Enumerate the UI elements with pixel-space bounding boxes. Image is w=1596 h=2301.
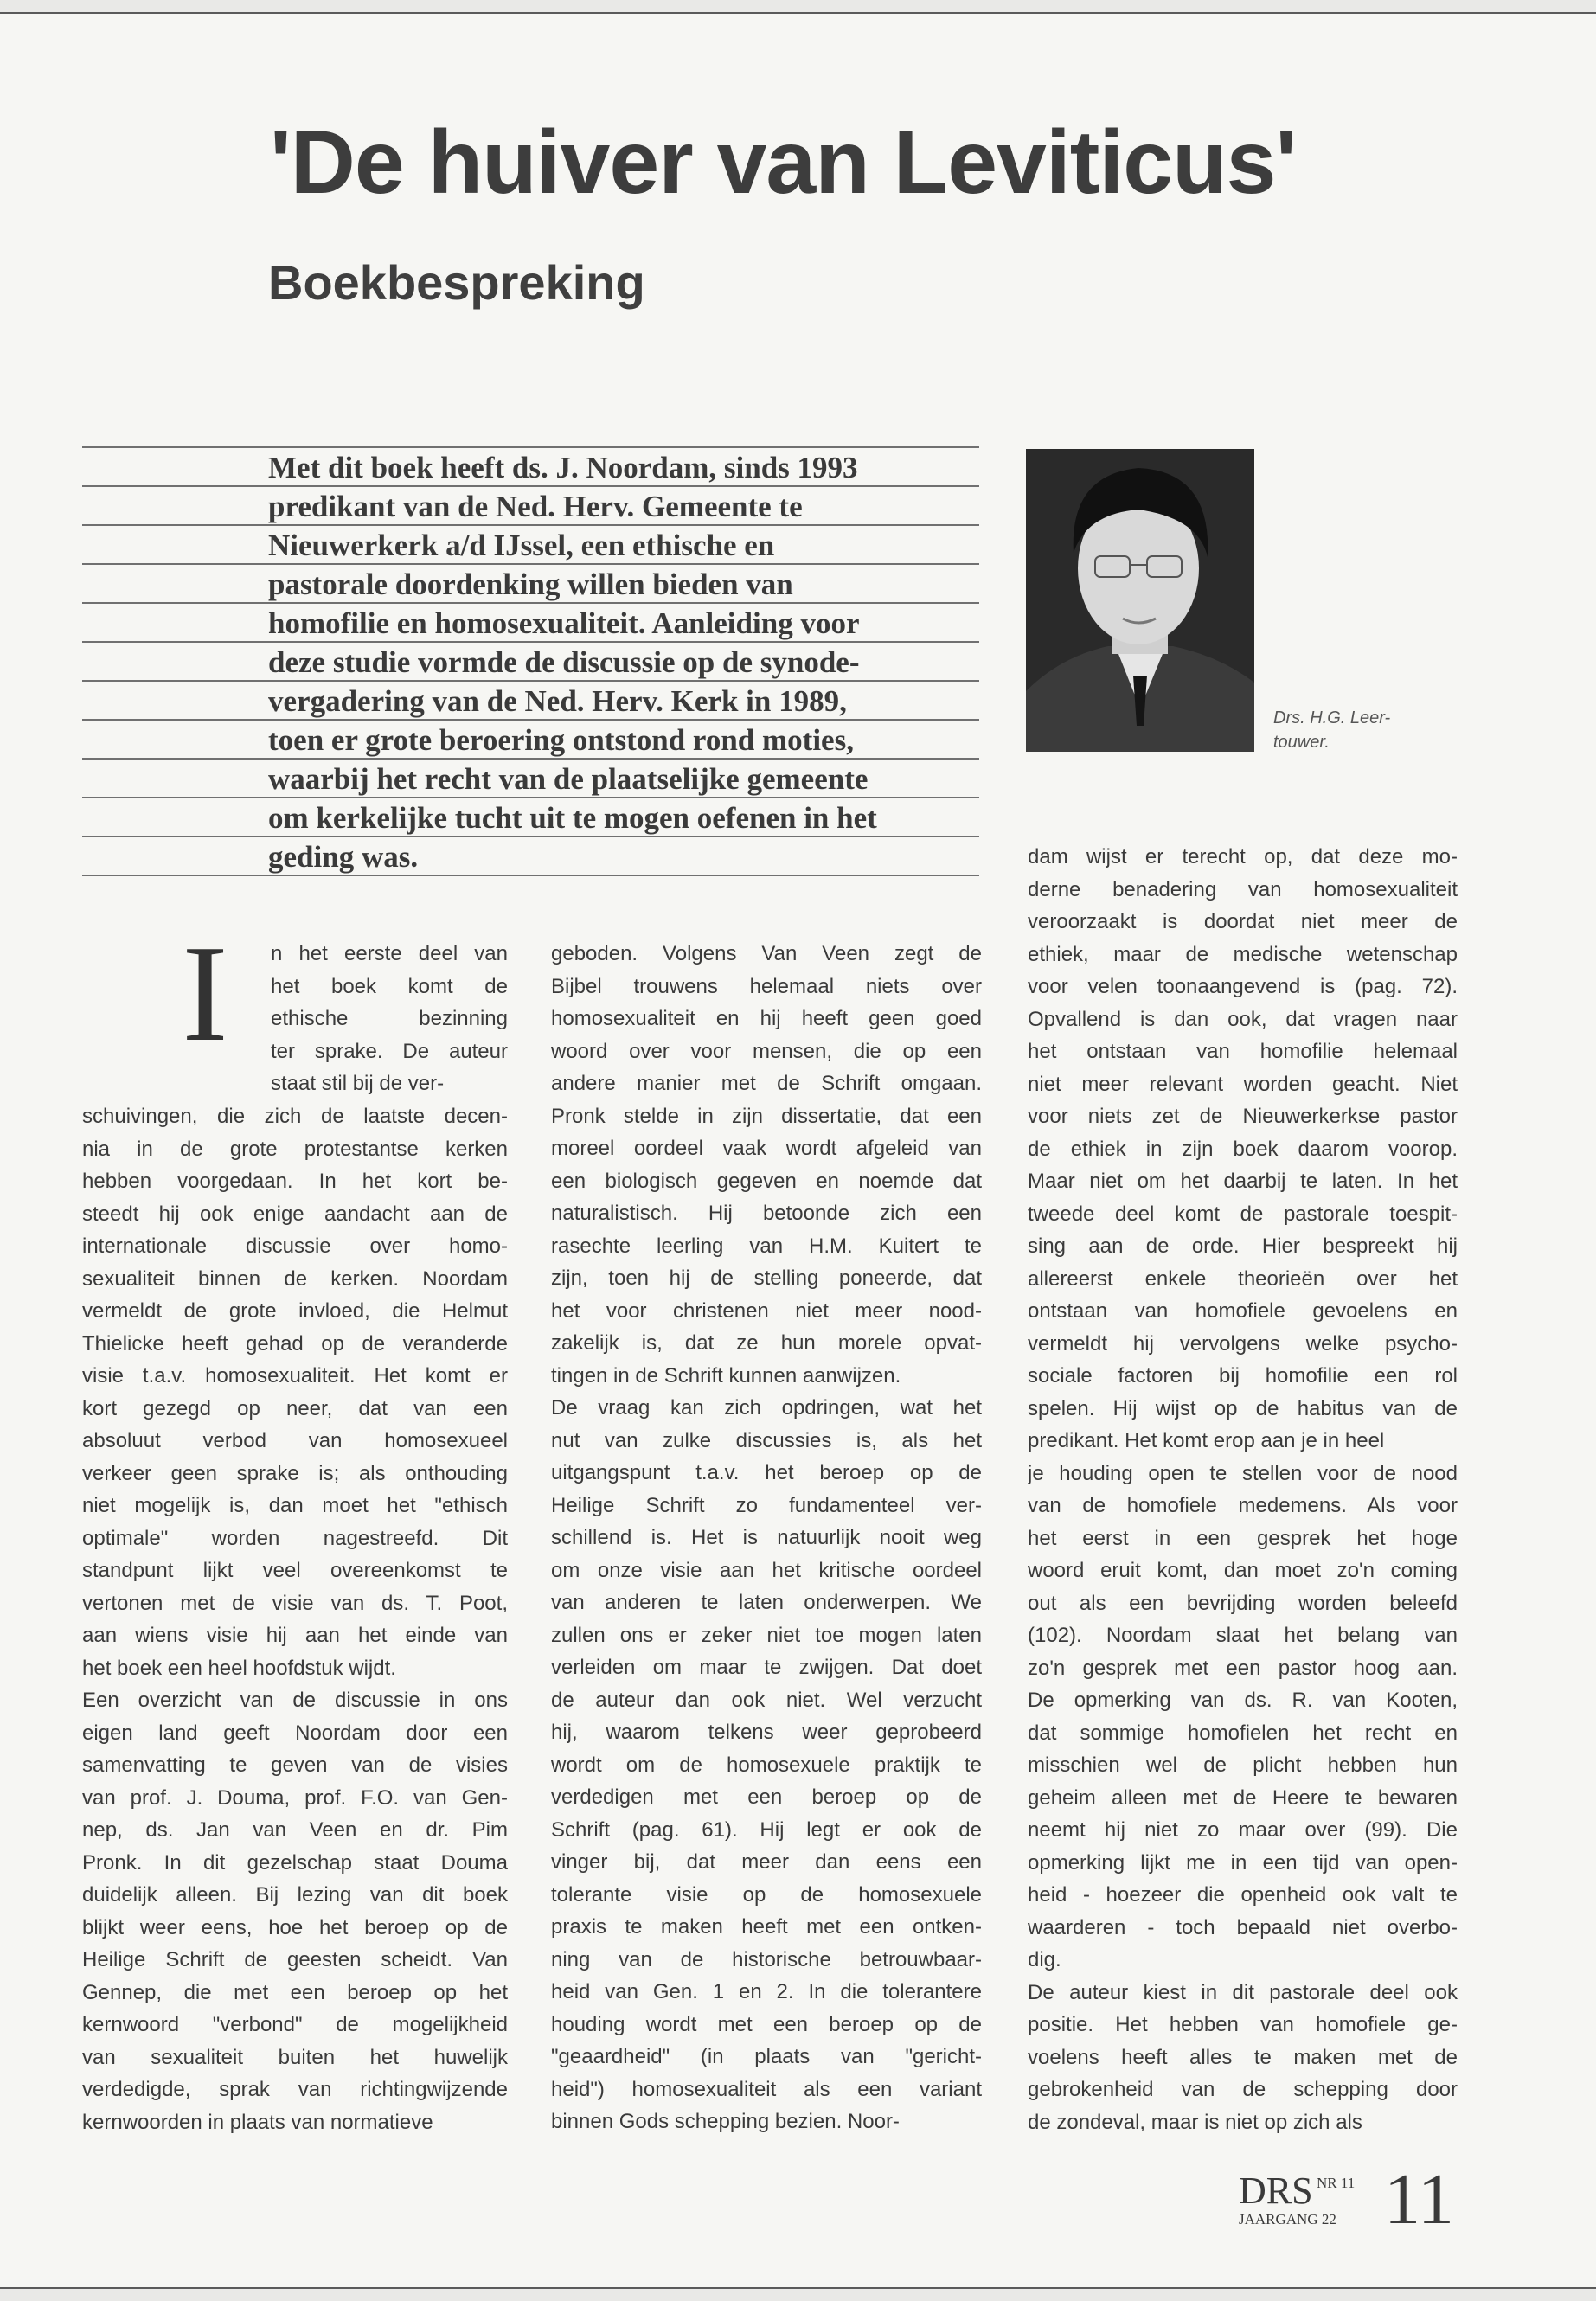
author-photo <box>1026 449 1254 752</box>
column-1-top <box>271 938 508 1100</box>
text-line: zo'n gesprek met een pastor hoog aan. <box>1028 1656 1458 1680</box>
intro-line: homofilie en homosexualiteit. Aanleiding voor <box>82 604 979 643</box>
magazine-page <box>0 12 1596 2289</box>
text-line: rasechte leerling van H.M. Kuitert te <box>551 1234 982 1258</box>
drop-cap: I <box>182 916 228 1070</box>
text-line: de auteur dan ook niet. Wel verzucht <box>551 1688 982 1712</box>
text-line: Bijbel trouwens helemaal niets over <box>551 974 982 998</box>
text-line: nut van zulke discussies is, als het <box>551 1428 982 1452</box>
volume-label: JAARGANG 22 <box>1239 2211 1336 2227</box>
text-line: Een overzicht van de discussie in ons <box>82 1689 508 1712</box>
text-line: opmerking lijkt me in een tijd van open- <box>1028 1850 1458 1875</box>
text-line: schuivingen, die zich de laatste decen- <box>82 1105 508 1128</box>
text-line: tingen in de Schrift kunnen aanwijzen. <box>551 1363 901 1388</box>
text-line: zakelijk is, dat ze hun morele opvat- <box>551 1331 982 1355</box>
text-line: veroorzaakt is doordat niet meer de <box>1028 910 1458 933</box>
text-line: het ontstaan van homofilie helemaal <box>1028 1040 1458 1063</box>
text-line: houding wordt met een beroep op de <box>551 2012 982 2036</box>
text-line: verkeer geen sprake is; als onthouding <box>82 1461 508 1485</box>
text-line: Heilige Schrift zo fundamenteel ver- <box>551 1493 982 1517</box>
text-line: spelen. Hij wijst op de habitus van de <box>1028 1396 1458 1420</box>
text-line: een biologisch gegeven en noemde dat <box>551 1169 982 1193</box>
column-2 <box>551 938 982 2138</box>
text-line: dig. <box>1028 1948 1061 1971</box>
text-line: gebrokenheid van de schepping door <box>1028 2078 1458 2101</box>
caption-line: touwer. <box>1273 733 1330 752</box>
text-line: woord over voor mensen, die op een <box>551 1039 982 1063</box>
text-line: zullen ons er zeker niet toe mogen laten <box>551 1623 982 1647</box>
text-line: andere manier met de Schrift omgaan. <box>551 1072 982 1095</box>
text-line: de ethiek in zijn boek daarom voorop. <box>1028 1137 1458 1161</box>
text-line: tolerante visie op de homosexuele <box>551 1882 982 1907</box>
text-line: niet meer relevant worden geacht. Niet <box>1028 1072 1458 1096</box>
text-line: je houding open te stellen voor de nood <box>1028 1461 1458 1485</box>
text-line: Opvallend is dan ook, dat vragen naar <box>1028 1007 1458 1031</box>
text-line: niet mogelijk is, dan moet het "ethisch <box>82 1494 508 1517</box>
text-line: kort gezegd op neer, dat van een <box>82 1396 508 1420</box>
text-line: om onze visie aan het kritische oordeel <box>551 1558 982 1582</box>
intro-paragraph <box>82 446 979 876</box>
column-1 <box>82 1100 508 2138</box>
text-line: ontstaan van homofiele gevoelens en <box>1028 1299 1458 1323</box>
text-line: vermeldt hij vervolgens welke psycho- <box>1028 1331 1458 1356</box>
text-line: geheim alleen met de Heere te bewaren <box>1028 1785 1458 1810</box>
text-line: heid - hoezeer die openheid ook valt te <box>1028 1883 1458 1907</box>
text-line: homosexualiteit en hij heeft geen goed <box>551 1007 982 1030</box>
text-line: het eerst in een gesprek het hoge <box>1028 1526 1458 1550</box>
intro-line: geding was. <box>82 837 979 876</box>
article-title: 'De huiver van Leviticus' <box>270 112 1297 213</box>
text-line: hij, waarom telkens weer geprobeerd <box>551 1721 982 1744</box>
intro-line: predikant van de Ned. Herv. Gemeente te <box>82 487 979 526</box>
text-line: heid van Gen. 1 en 2. In die tolerantere <box>551 1980 982 2003</box>
text-line: nia in de grote protestantse kerken <box>82 1137 508 1161</box>
text-line: misschien wel de plicht hebben hun <box>1028 1753 1458 1777</box>
text-line: ethiek, maar de medische wetenschap <box>1028 942 1458 966</box>
text-line: standpunt lijkt veel overeenkomst te <box>82 1559 508 1582</box>
text-line: out als een bevrijding worden beleefd <box>1028 1591 1458 1615</box>
intro-line: Met dit boek heeft ds. J. Noordam, sinds 1993 <box>82 448 979 487</box>
text-line: Gennep, die met een beroep op het <box>82 1980 508 2004</box>
text-line: sing aan de orde. Hier bespreekt hij <box>1028 1234 1458 1258</box>
text-line: Heilige Schrift de geesten scheidt. Van <box>82 1948 508 1971</box>
text-line: kernwoord "verbond" de mogelijkheid <box>82 2013 508 2036</box>
text-line: voor niets zet de Nieuwerkerkse pastor <box>1028 1105 1458 1128</box>
text-line: blijkt weer eens, hoe het beroep op de <box>82 1915 508 1939</box>
text-line: predikant. Het komt erop aan je in heel <box>1028 1429 1385 1452</box>
text-line: Maar niet om het daarbij te laten. In het <box>1028 1170 1458 1193</box>
text-line: Thielicke heeft gehad op de veranderde <box>82 1331 508 1356</box>
intro-line: deze studie vormde de discussie op de synode- <box>82 643 979 682</box>
text-line: geboden. Volgens Van Veen zegt de <box>551 942 982 965</box>
text-line: ning van de historische betrouwbaar- <box>551 1947 982 1971</box>
text-line: woord eruit komt, dan moet zo'n coming <box>1028 1559 1458 1582</box>
text-line: staat stil bij de ver- <box>271 1072 445 1095</box>
text-line: dat sommige homofielen het recht en <box>1028 1721 1458 1745</box>
text-line: naturalistisch. Hij betoonde zich een <box>551 1202 982 1225</box>
portrait-image <box>1026 449 1254 752</box>
intro-line: waarbij het recht van de plaatselijke gemeente <box>82 760 979 798</box>
text-line: de zondeval, maar is niet op zich als <box>1028 2110 1362 2134</box>
text-line: voor velen toonaangevend is (pag. 72). <box>1028 975 1458 998</box>
text-line: steedt hij ook enige aandacht aan de <box>82 1202 508 1226</box>
text-line: vinger bij, dat meer dan eens een <box>551 1850 982 1874</box>
intro-line: vergadering van de Ned. Herv. Kerk in 1989, <box>82 682 979 721</box>
caption-line: Drs. H.G. Leer- <box>1273 708 1391 727</box>
text-line: van anderen te laten onderwerpen. We <box>551 1591 982 1614</box>
text-line: zijn, toen hij de stelling poneerde, dat <box>551 1266 982 1290</box>
text-line: absoluut verbod van homosexueel <box>82 1429 508 1452</box>
text-line: kernwoorden in plaats van normatieve <box>82 2110 433 2134</box>
text-line: schillend is. Het is natuurlijk nooit weg <box>551 1526 982 1549</box>
text-line: van de homofiele medemens. Als voor <box>1028 1494 1458 1517</box>
text-line: dam wijst er terecht op, dat deze mo- <box>1028 845 1458 868</box>
text-line: n het eerste deel van <box>271 942 508 965</box>
text-line: "geaardheid" (in plaats van "gericht- <box>551 2045 982 2068</box>
text-line: De vraag kan zich opdringen, wat het <box>551 1396 982 1420</box>
text-line: het voor christenen niet meer nood- <box>551 1298 982 1323</box>
text-line: Schrift (pag. 61). Hij legt er ook de <box>551 1817 982 1842</box>
article-subtitle: Boekbespreking <box>268 255 645 310</box>
intro-line: pastorale doordenking willen bieden van <box>82 565 979 604</box>
text-line: uitgangspunt t.a.v. het beroep op de <box>551 1461 982 1484</box>
issue-number: NR 11 <box>1317 2175 1356 2191</box>
text-line: binnen Gods schepping bezien. Noor- <box>551 2110 900 2133</box>
text-line: van sexualiteit buiten het huwelijk <box>82 2045 508 2069</box>
text-line: het boek komt de <box>271 974 508 998</box>
intro-line: toen er grote beroering ontstond rond moties, <box>82 721 979 760</box>
text-line: ter sprake. De auteur <box>271 1039 508 1063</box>
page-number: 11 <box>1384 2159 1454 2240</box>
text-line: aan wiens visie hij aan het einde van <box>82 1624 508 1647</box>
text-line: Pronk. In dit gezelschap staat Douma <box>82 1850 508 1875</box>
photo-caption <box>1273 706 1390 754</box>
text-line: Pronk stelde in zijn dissertatie, dat een <box>551 1104 982 1128</box>
text-line: (102). Noordam slaat het belang van <box>1028 1624 1458 1647</box>
text-line: moreel oordeel vaak wordt afgeleid van <box>551 1137 982 1160</box>
text-line: het boek een heel hoofdstuk wijdt. <box>82 1656 396 1680</box>
text-line: neemt hij niet zo maar over (99). Die <box>1028 1818 1458 1842</box>
text-line: verdedigen met een beroep op de <box>551 1785 982 1809</box>
text-line: verleiden om maar te zwijgen. Dat doet <box>551 1656 982 1679</box>
text-line: sociale factoren bij homofilie een rol <box>1028 1364 1458 1388</box>
text-line: nep, ds. Jan van Veen en dr. Pim <box>82 1818 508 1842</box>
text-line: tweede deel komt de pastorale toespit- <box>1028 1202 1458 1226</box>
text-line: wordt om de homosexuele praktijk te <box>551 1753 982 1777</box>
text-line: internationale discussie over homo- <box>82 1234 508 1258</box>
text-line: De auteur kiest in dit pastorale deel ook <box>1028 1980 1458 2004</box>
text-line: ethische bezinning <box>271 1007 508 1030</box>
intro-line: om kerkelijke tucht uit te mogen oefenen in het <box>82 798 979 837</box>
text-line: samenvatting te geven van de visies <box>82 1753 508 1777</box>
column-3 <box>1028 841 1458 2138</box>
text-line: allereerst enkele theorieën over het <box>1028 1266 1458 1291</box>
text-line: De opmerking van ds. R. van Kooten, <box>1028 1689 1458 1712</box>
text-line: heid") homosexualiteit als een variant <box>551 2077 982 2101</box>
intro-line: Nieuwerkerk a/d IJssel, een ethische en <box>82 526 979 565</box>
text-line: positie. Het hebben van homofiele ge- <box>1028 2013 1458 2036</box>
text-line: waarderen - toch bepaald niet overbo- <box>1028 1915 1458 1939</box>
text-line: hebben voorgedaan. In het kort be- <box>82 1170 508 1193</box>
text-line: vertonen met de visie van ds. T. Poot, <box>82 1591 508 1615</box>
text-line: duidelijk alleen. Bij lezing van dit boek <box>82 1883 508 1907</box>
text-line: eigen land geeft Noordam door een <box>82 1721 508 1745</box>
text-line: van prof. J. Douma, prof. F.O. van Gen- <box>82 1785 508 1810</box>
text-line: vermeldt de grote invloed, die Helmut <box>82 1299 508 1323</box>
text-line: visie t.a.v. homosexualiteit. Het komt er <box>82 1364 508 1388</box>
text-line: verdedigde, sprak van richtingwijzende <box>82 2078 508 2101</box>
text-line: optimale" worden nagestreefd. Dit <box>82 1526 508 1550</box>
magazine-name: DRS <box>1239 2170 1313 2212</box>
text-line: praxis te maken heeft met een ontken- <box>551 1915 982 1939</box>
text-line: derne benadering van homosexualiteit <box>1028 877 1458 901</box>
text-line: voelens heeft alles te maken met de <box>1028 2045 1458 2069</box>
text-line: sexualiteit binnen de kerken. Noordam <box>82 1266 508 1291</box>
